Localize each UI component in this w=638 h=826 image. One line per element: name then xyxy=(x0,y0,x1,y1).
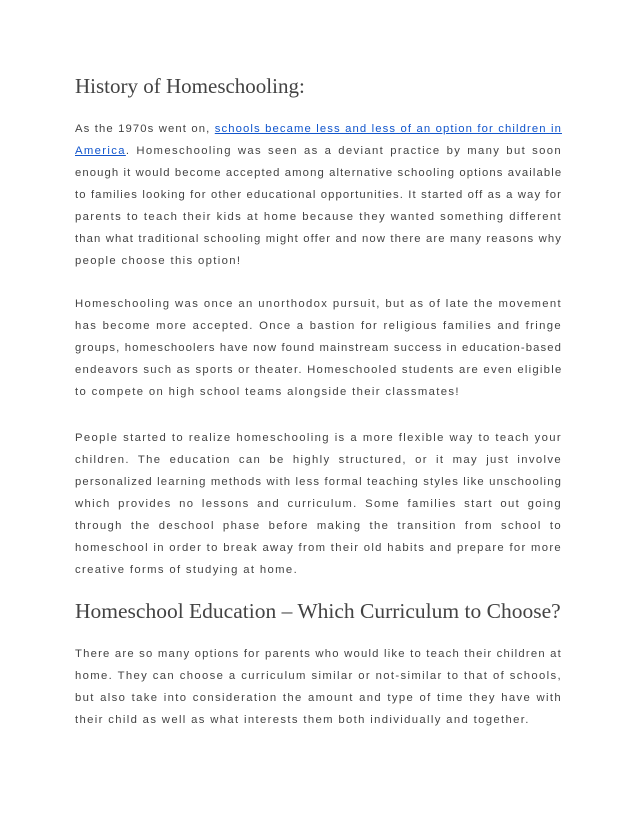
paragraph-line: parents to teach their kids at home because they wanted something different xyxy=(75,211,562,223)
paragraph-line xyxy=(75,140,562,162)
paragraph-line: personalized learning methods with less formal teaching styles like unschooling xyxy=(75,476,563,488)
section-heading-curriculum: Homeschool Education – Which Curriculum to Choose? xyxy=(75,599,561,623)
paragraph-history-intro xyxy=(75,118,562,272)
paragraph-line: groups, homeschoolers have now found mainstream success in education-based xyxy=(75,342,562,354)
paragraph-line: There are so many options for parents who would like to teach their children at xyxy=(75,648,562,660)
paragraph-line: people choose this option! xyxy=(75,255,242,267)
paragraph-line: but also take into consideration the amount and type of time they have with xyxy=(75,692,562,704)
paragraph-line xyxy=(75,118,562,140)
paragraph-line: creative forms of studying at home. xyxy=(75,564,299,576)
paragraph-line: their child as well as what interests them both individually and together. xyxy=(75,714,530,726)
paragraph-line: Homeschooling was once an unorthodox pursuit, but as of late the movement xyxy=(75,298,562,310)
paragraph-movement xyxy=(75,293,562,403)
paragraph-line: homeschool in order to break away from their old habits and prepare for more xyxy=(75,542,562,554)
paragraph-line: through the deschool phase before making the transition from school to xyxy=(75,520,562,532)
paragraph-line: to families looking for other educational opportunities. It started off as a way for xyxy=(75,189,562,201)
paragraph-line: enough it would become accepted among alternative schooling options available xyxy=(75,167,563,179)
paragraph-line: than what traditional schooling might offer and now there are many reasons why xyxy=(75,233,562,245)
paragraph-line: to compete on high school teams alongside their classmates! xyxy=(75,386,460,398)
paragraph-line: children. The education can be highly structured, or it may just involve xyxy=(75,454,562,466)
section-heading-history: History of Homeschooling: xyxy=(75,74,305,98)
schools-option-link[interactable]: schools became less and less of an option for children in xyxy=(214,123,562,135)
text-run: As the 1970s went on, xyxy=(75,123,215,135)
paragraph-line: endeavors such as sports or theater. Homeschooled students are even eligible xyxy=(75,364,563,376)
paragraph-line: has become more accepted. Once a bastion for religious families and fringe xyxy=(75,320,562,332)
paragraph-flexibility xyxy=(75,427,562,581)
paragraph-line: home. They can choose a curriculum similar or not-similar to that of schools, xyxy=(75,670,562,682)
paragraph-line: which provides no lessons and curriculum. Some families start out going xyxy=(75,498,562,510)
paragraph-line: People started to realize homeschooling is a more flexible way to teach your xyxy=(75,432,562,444)
paragraph-curriculum-options xyxy=(75,643,562,731)
text-run: . Homeschooling was seen as a deviant practice by many but soon xyxy=(125,145,562,157)
schools-option-link-continued[interactable]: America xyxy=(75,145,126,157)
